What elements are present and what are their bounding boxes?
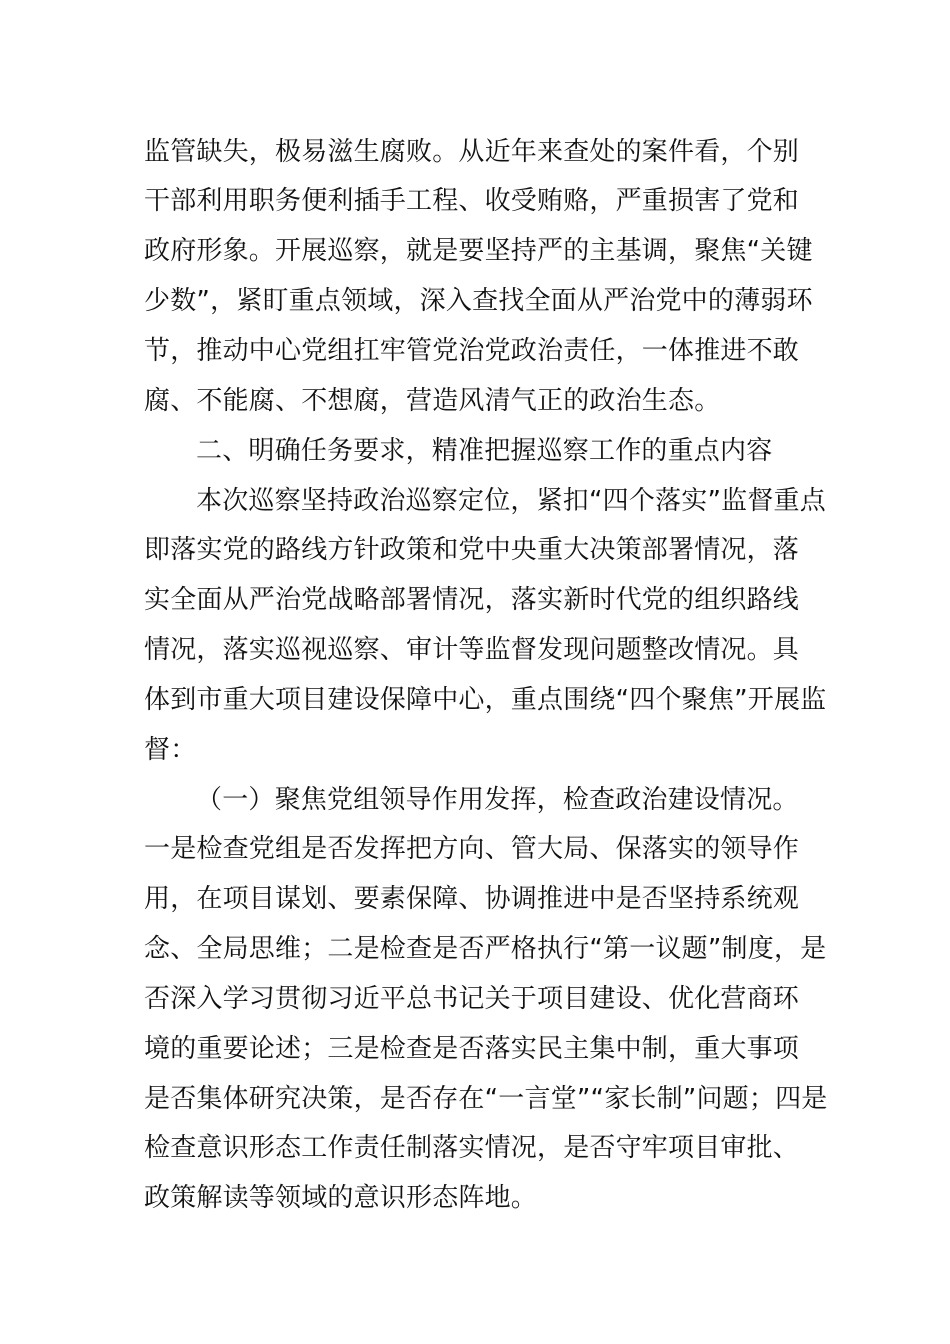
text-line: 念、全局思维；二是检查是否严格执行“第一议题”制度，是 — [144, 934, 827, 964]
text-line: 一是检查党组是否发挥把方向、管大局、保落实的领导作 — [144, 834, 800, 864]
text-line: 用，在项目谋划、要素保障、协调推进中是否坚持系统观 — [144, 884, 800, 914]
text-line: 少数”，紧盯重点领域，深入查找全面从严治党中的薄弱环 — [144, 286, 813, 316]
text-line: 情况，落实巡视巡察、审计等监督发现问题整改情况。具 — [144, 635, 800, 665]
text-line: 本次巡察坚持政治巡察定位，紧扣“四个落实”监督重点 — [196, 486, 826, 516]
text-line: 监管缺失，极易滋生腐败。从近年来查处的案件看，个别 — [144, 137, 800, 167]
text-line: 是否集体研究决策，是否存在“一言堂”“家长制”问题；四是 — [144, 1084, 828, 1114]
text-line: 境的重要论述；三是检查是否落实民主集中制，重大事项 — [144, 1034, 800, 1064]
text-line: 即落实党的路线方针政策和党中央重大决策部署情况，落 — [144, 535, 800, 565]
text-line: 政府形象。开展巡察，就是要坚持严的主基调，聚焦“关键 — [144, 236, 813, 266]
text-line: 实全面从严治党战略部署情况，落实新时代党的组织路线 — [144, 585, 800, 615]
text-line: 体到市重大项目建设保障中心，重点围绕“四个聚焦”开展监 — [144, 685, 827, 715]
text-line: 督： — [144, 735, 197, 765]
text-line: 政策解读等领域的意识形态阵地。 — [144, 1183, 538, 1213]
text-line: 节，推动中心党组扛牢管党治党政治责任，一体推进不敢 — [144, 336, 800, 366]
text-line: 否深入学习贯彻习近平总书记关于项目建设、优化营商环 — [144, 984, 800, 1014]
text-line: 腐、不能腐、不想腐，营造风清气正的政治生态。 — [144, 386, 721, 416]
text-line: 干部利用职务便利插手工程、收受贿赂，严重损害了党和 — [144, 186, 800, 216]
text-line: 检查意识形态工作责任制落实情况，是否守牢项目审批、 — [144, 1133, 800, 1163]
section-heading: 二、明确任务要求，精准把握巡察工作的重点内容 — [196, 436, 773, 466]
subsection-heading: （一）聚焦党组领导作用发挥，检查政治建设情况。 — [196, 785, 799, 815]
